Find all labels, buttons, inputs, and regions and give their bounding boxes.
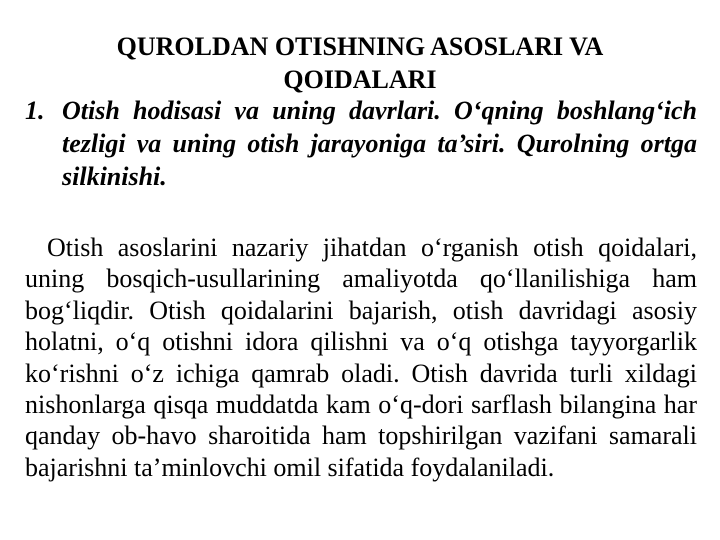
section-heading xyxy=(25,94,697,193)
section-heading-text: Otish hodisasi va uning davrlari. O‘qning boshlang‘ich tezligi va uning otish jarayoniga ta’siri. Qurolning ortga silkinishi. xyxy=(62,96,697,191)
document-title-line-2: QOIDALARI xyxy=(283,65,437,94)
section-number: 1. xyxy=(25,96,45,125)
document-title-line-1: QUROLDAN OTISHNING ASOSLARI VA xyxy=(116,32,604,61)
document-title xyxy=(0,30,720,96)
body-paragraph: Otish asoslarini nazariy jihatdan o‘rganish otish qoidalari, uning bosqich-usullarining amaliyotda qo‘llanilishiga ham bog‘liqdir. Otish qoidalarini bajarish, otish davridagi asosiy holatni, o‘q otishni idora qilishni va o‘q otishga tayyorgarlik ko‘rishni o‘z ichiga qamrab oladi. Otish davrida turli xildagi nishonlarga qisqa muddatda kam o‘q-dori sarflash bilangina har qanday ob-havo sharoitida ham topshirilgan vazifani samarali bajarishni ta’minlovchi omil sifatida foydalaniladi. xyxy=(25,233,697,482)
